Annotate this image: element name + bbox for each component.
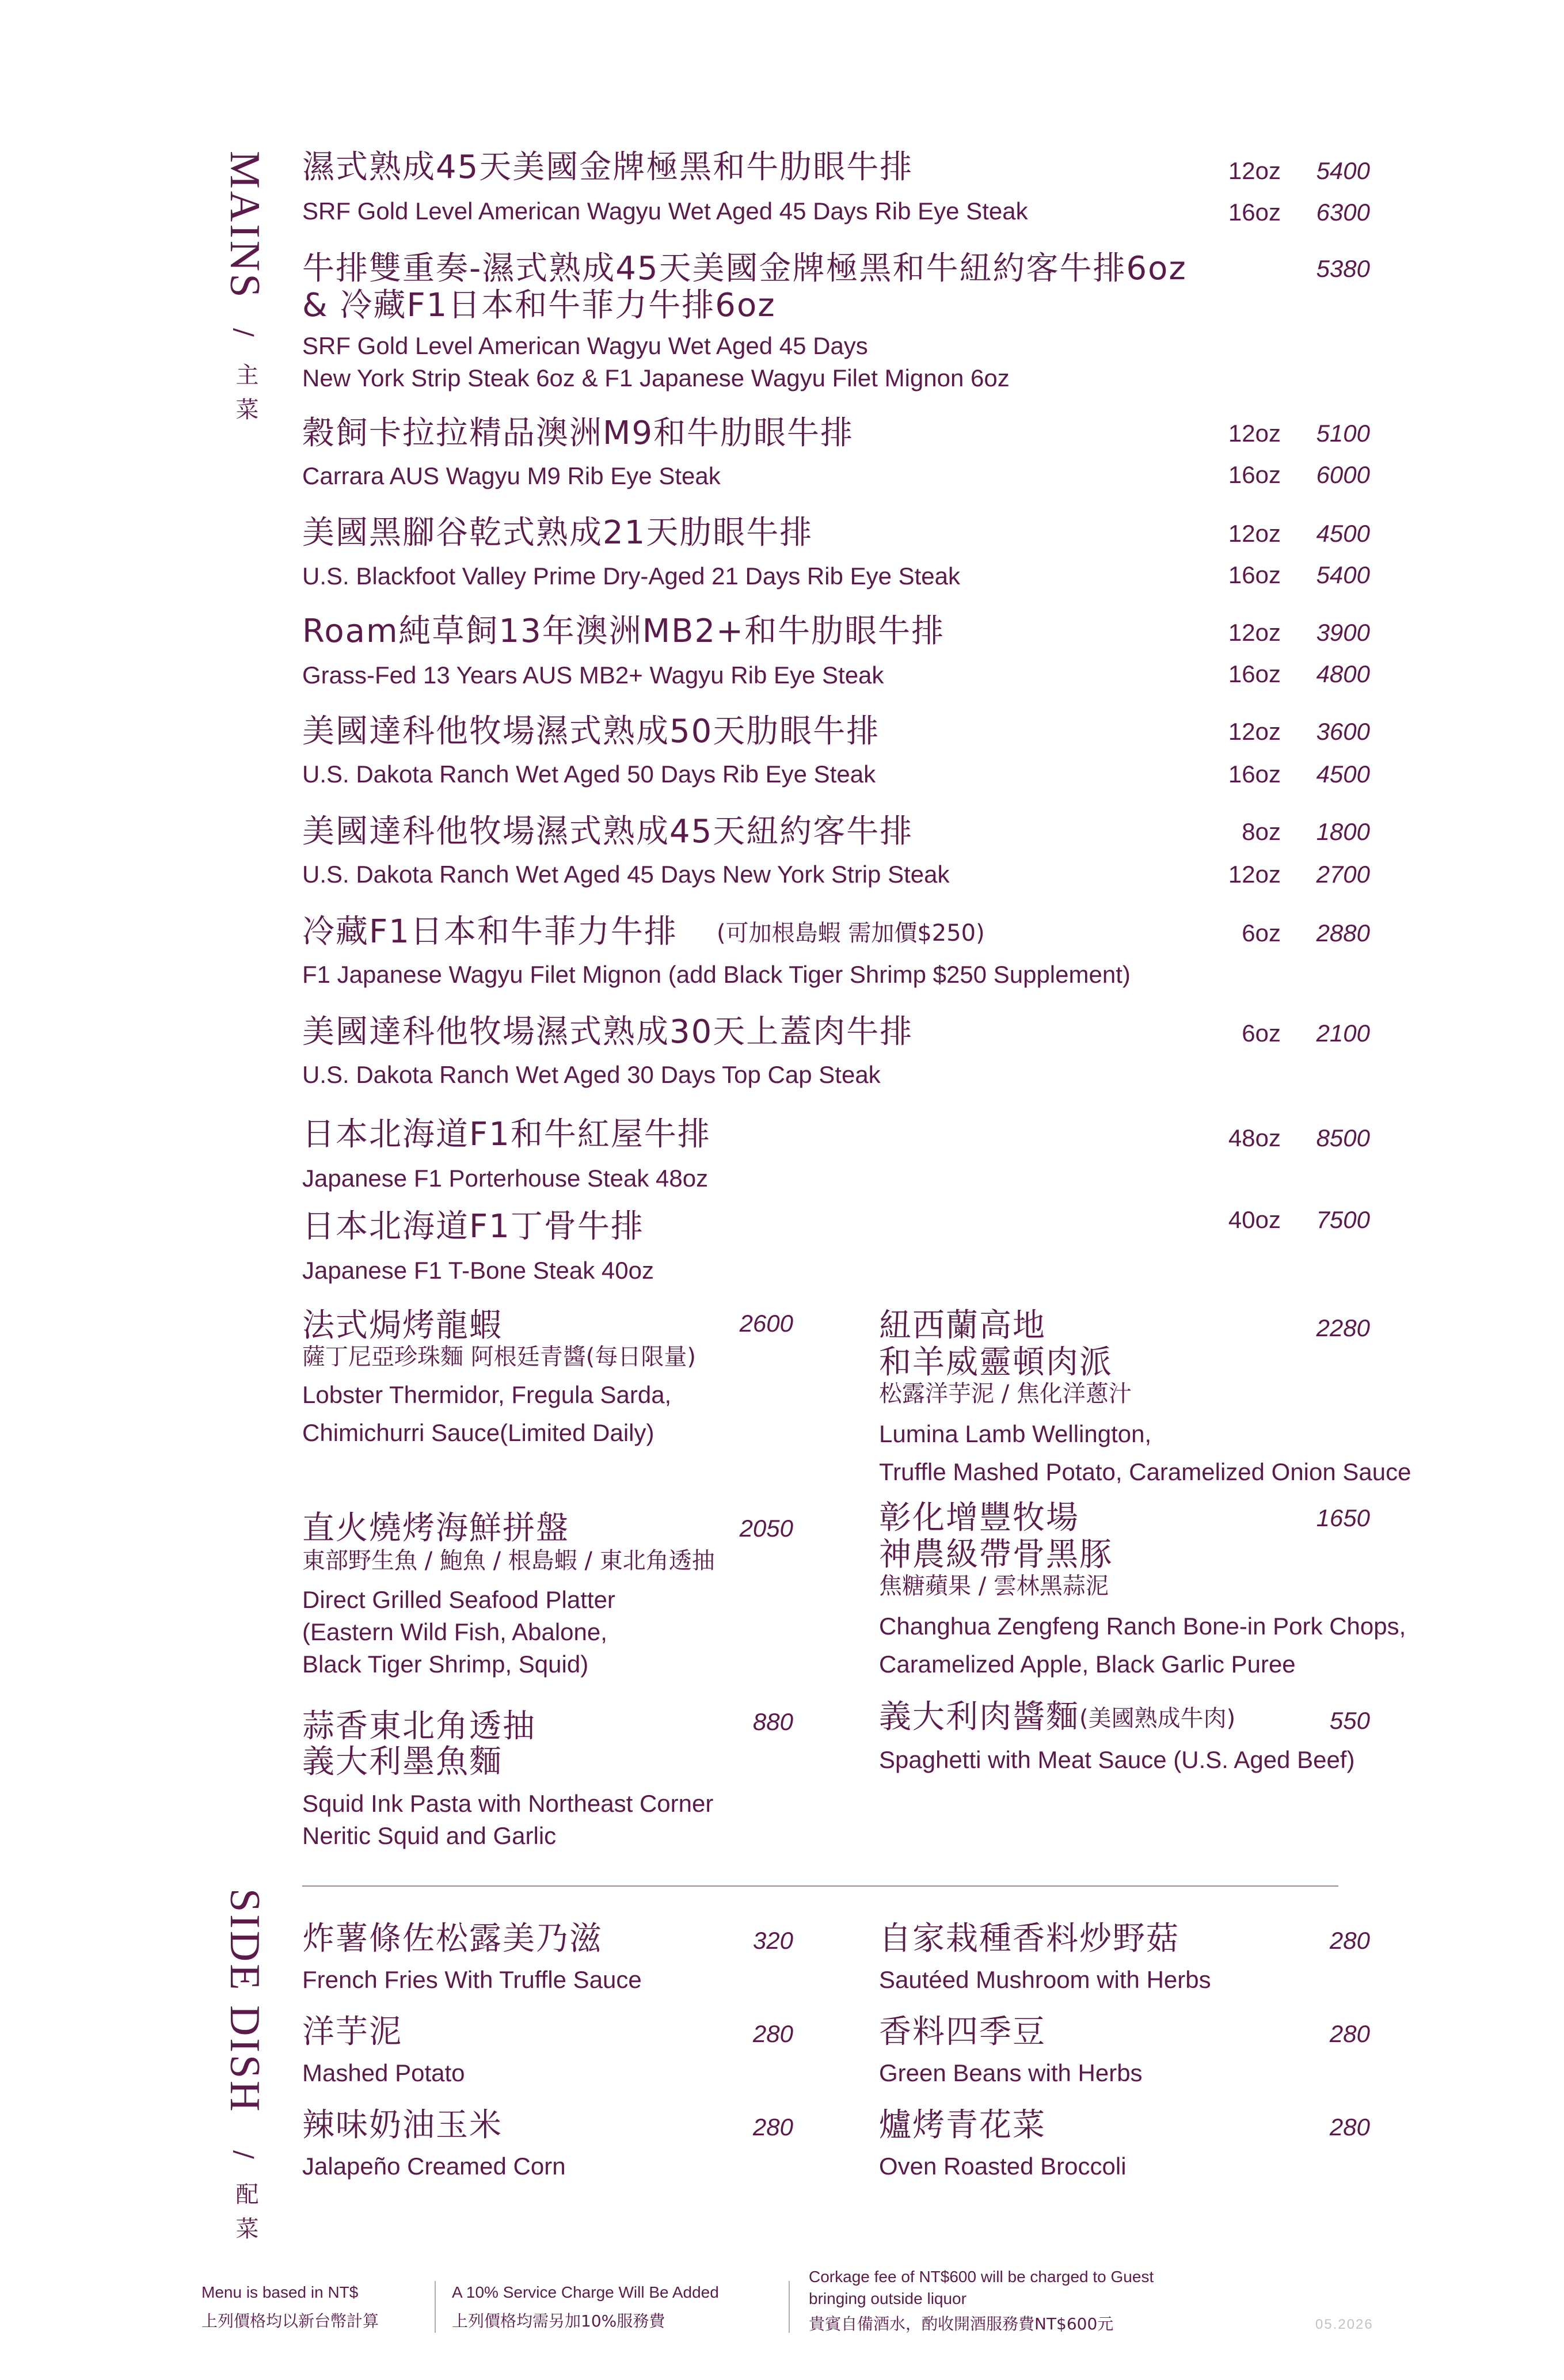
lobster-name-en-line2: Chimichurri Sauce(Limited Daily) bbox=[302, 1419, 654, 1446]
side-item-name-zh: 炸薯條佐松露美乃滋 bbox=[302, 1920, 603, 1957]
side-item-name-zh: 自家栽種香料炒野菇 bbox=[879, 1920, 1179, 1957]
seafood-name-en-line3: Black Tiger Shrimp, Squid) bbox=[302, 1651, 589, 1678]
main-item-name-zh: 美國達科他牧場濕式熟成30天上蓋肉牛排 bbox=[302, 1013, 914, 1051]
side-item-name-en: Jalapeño Creamed Corn bbox=[302, 2153, 566, 2180]
squid-pasta-name-en: Squid Ink Pasta with Northeast Corner bbox=[302, 1790, 714, 1817]
main-item-name-en: U.S. Blackfoot Valley Prime Dry-Aged 21 Days Rib Eye Steak bbox=[302, 562, 961, 590]
price: 280 bbox=[1329, 1927, 1370, 1954]
price: 1800 bbox=[1316, 818, 1370, 845]
lamb-name-en-line2: Truffle Mashed Potato, Caramelized Onion Sauce bbox=[879, 1458, 1411, 1485]
price: 6000 bbox=[1316, 461, 1370, 488]
price: 5400 bbox=[1316, 561, 1370, 588]
side-item-name-zh: 辣味奶油玉米 bbox=[302, 2107, 503, 2144]
pork-name-en: Changhua Zengfeng Ranch Bone-in Pork Chops, bbox=[879, 1613, 1406, 1640]
price: 280 bbox=[752, 2020, 793, 2047]
seafood-name-zh: 直火燒烤海鮮拼盤 bbox=[302, 1510, 569, 1547]
price: 5380 bbox=[1316, 255, 1370, 282]
portion-size: 16oz bbox=[1228, 461, 1281, 488]
main-item-name-zh: 日本北海道F1和牛紅屋牛排 bbox=[302, 1116, 711, 1153]
footer-currency-en: Menu is based in NT$ bbox=[201, 2283, 359, 2301]
price: 4500 bbox=[1316, 761, 1370, 788]
portion-size: 8oz bbox=[1242, 818, 1281, 845]
lamb-name-zh-line2: 和羊威靈頓肉派 bbox=[879, 1344, 1113, 1381]
main-item-name-en: Carrara AUS Wagyu M9 Rib Eye Steak bbox=[302, 462, 721, 489]
price: 280 bbox=[1329, 2113, 1370, 2141]
portion-size: 12oz bbox=[1228, 861, 1281, 888]
price: 4800 bbox=[1316, 660, 1370, 687]
footer-currency-zh: 上列價格均以新台幣計算 bbox=[201, 2311, 379, 2330]
portion-size: 48oz bbox=[1228, 1124, 1281, 1151]
mains-slash: / bbox=[229, 328, 258, 348]
portion-size: 16oz bbox=[1228, 660, 1281, 687]
portion-size: 12oz bbox=[1228, 718, 1281, 745]
side-dish-title: SIDE DISH bbox=[221, 1888, 268, 2114]
main-item-name-en: U.S. Dakota Ranch Wet Aged 45 Days New York Strip Steak bbox=[302, 861, 950, 888]
side-item-name-en: Mashed Potato bbox=[302, 2059, 465, 2086]
main-item-name-en: Japanese F1 T-Bone Steak 40oz bbox=[302, 1257, 654, 1284]
pork-name-zh: 彰化增豐牧場 bbox=[879, 1499, 1079, 1537]
price: 8500 bbox=[1316, 1124, 1370, 1151]
side-item-name-zh: 爐烤青花菜 bbox=[879, 2107, 1046, 2144]
footer-corkage-en-line2: bringing outside liquor bbox=[809, 2290, 966, 2307]
lobster-name-en: Lobster Thermidor, Fregula Sarda, bbox=[302, 1381, 672, 1408]
lobster-sub-zh: 薩丁尼亞珍珠麵 阿根廷青醬(每日限量) bbox=[302, 1344, 696, 1370]
main-item-name-en: U.S. Dakota Ranch Wet Aged 50 Days Rib Eye Steak bbox=[302, 761, 876, 788]
side-dish-title-zh: 配菜 bbox=[232, 2182, 258, 2251]
portion-size: 16oz bbox=[1228, 199, 1281, 226]
portion-size: 16oz bbox=[1228, 761, 1281, 788]
squid-pasta-name-zh: 蒜香東北角透抽 bbox=[302, 1708, 536, 1745]
seafood-name-en: Direct Grilled Seafood Platter bbox=[302, 1586, 615, 1613]
main-item-name-zh: 美國達科他牧場濕式熟成45天紐約客牛排 bbox=[302, 813, 914, 850]
price: 2600 bbox=[739, 1310, 793, 1337]
portion-size: 12oz bbox=[1228, 619, 1281, 646]
side-item-name-en: Oven Roasted Broccoli bbox=[879, 2153, 1127, 2180]
main-item-name-zh-line2: & 冷藏F1日本和牛菲力牛排6oz bbox=[302, 287, 776, 324]
main-item-name-zh: 濕式熟成45天美國金牌極黑和牛肋眼牛排 bbox=[302, 149, 914, 186]
price: 2880 bbox=[1316, 919, 1370, 946]
portion-size: 12oz bbox=[1228, 420, 1281, 447]
side-item-name-zh: 洋芋泥 bbox=[302, 2013, 402, 2051]
price: 5400 bbox=[1316, 157, 1370, 184]
pork-sub-zh: 焦糖蘋果 / 雲林黑蒜泥 bbox=[879, 1573, 1109, 1599]
footer-corkage-en: Corkage fee of NT$600 will be charged to Guest bbox=[809, 2268, 1154, 2286]
main-item-name-zh: 日本北海道F1丁骨牛排 bbox=[302, 1208, 644, 1245]
portion-size: 40oz bbox=[1228, 1206, 1281, 1233]
mains-title-zh: 主菜 bbox=[232, 363, 258, 432]
main-item-name-zh: 牛排雙重奏-濕式熟成45天美國金牌極黑和牛紐約客牛排6oz bbox=[302, 250, 1187, 287]
price: 550 bbox=[1329, 1707, 1370, 1734]
footer-separator bbox=[789, 2281, 790, 2333]
price: 280 bbox=[752, 2113, 793, 2141]
main-item-name-en-line2: New York Strip Steak 6oz & F1 Japanese Wagyu Filet Mignon 6oz bbox=[302, 364, 1010, 391]
section-divider bbox=[302, 1885, 1338, 1887]
side-item-name-zh: 香料四季豆 bbox=[879, 2013, 1046, 2051]
side-item-name-en: Sautéed Mushroom with Herbs bbox=[879, 1966, 1211, 1993]
main-item-name-zh: 美國黑腳谷乾式熟成21天肋眼牛排 bbox=[302, 514, 813, 552]
main-item-name-zh: 冷藏F1日本和牛菲力牛排 bbox=[302, 913, 678, 951]
main-item-name-en: SRF Gold Level American Wagyu Wet Aged 45 Days bbox=[302, 332, 868, 359]
main-item-name-en: Grass-Fed 13 Years AUS MB2+ Wagyu Rib Eye Steak bbox=[302, 661, 884, 689]
price: 1650 bbox=[1316, 1504, 1370, 1531]
seafood-sub-zh: 東部野生魚 / 鮑魚 / 根島蝦 / 東北角透抽 bbox=[302, 1548, 715, 1574]
lobster-name-zh: 法式焗烤龍蝦 bbox=[302, 1307, 503, 1344]
spaghetti-note-zh: (美國熟成牛肉) bbox=[1079, 1705, 1236, 1732]
main-item-name-en: Japanese F1 Porterhouse Steak 48oz bbox=[302, 1165, 709, 1192]
price: 3600 bbox=[1316, 718, 1370, 745]
pork-name-zh-line2: 神農級帶骨黑豚 bbox=[879, 1536, 1113, 1573]
price: 7500 bbox=[1316, 1206, 1370, 1233]
portion-size: 16oz bbox=[1228, 561, 1281, 588]
main-item-name-zh: 美國達科他牧場濕式熟成50天肋眼牛排 bbox=[302, 713, 880, 750]
side-dish-slash: / bbox=[229, 2150, 258, 2170]
price: 2100 bbox=[1316, 1020, 1370, 1047]
main-item-name-zh: Roam純草飼13年澳洲MB2+和牛肋眼牛排 bbox=[302, 613, 945, 650]
main-item-name-en: F1 Japanese Wagyu Filet Mignon (add Black Tiger Shrimp $250 Supplement) bbox=[302, 961, 1131, 988]
lamb-name-zh: 紐西蘭高地 bbox=[879, 1307, 1046, 1344]
portion-size: 12oz bbox=[1228, 157, 1281, 184]
portion-size: 12oz bbox=[1228, 520, 1281, 547]
price: 4500 bbox=[1316, 520, 1370, 547]
squid-pasta-name-en-line2: Neritic Squid and Garlic bbox=[302, 1822, 557, 1849]
seafood-name-en-line2: (Eastern Wild Fish, Abalone, bbox=[302, 1618, 607, 1645]
pork-name-en-line2: Caramelized Apple, Black Garlic Puree bbox=[879, 1651, 1296, 1678]
lamb-sub-zh: 松露洋芋泥 / 焦化洋蔥汁 bbox=[879, 1381, 1132, 1407]
main-item-name-en: U.S. Dakota Ranch Wet Aged 30 Days Top Cap Steak bbox=[302, 1061, 881, 1088]
footer-service-zh: 上列價格均需另加10%服務費 bbox=[452, 2311, 665, 2330]
price: 320 bbox=[752, 1927, 793, 1954]
price: 3900 bbox=[1316, 619, 1370, 646]
squid-pasta-name-zh-line2: 義大利墨魚麵 bbox=[302, 1743, 503, 1781]
mains-title: MAINS bbox=[221, 151, 268, 300]
spaghetti-name-zh: 義大利肉醬麵 bbox=[879, 1698, 1079, 1736]
price: 6300 bbox=[1316, 199, 1370, 226]
price: 880 bbox=[752, 1708, 793, 1735]
side-item-name-en: French Fries With Truffle Sauce bbox=[302, 1966, 642, 1993]
price: 5100 bbox=[1316, 420, 1370, 447]
footer-separator bbox=[435, 2281, 436, 2333]
price: 2700 bbox=[1316, 861, 1370, 888]
portion-size: 6oz bbox=[1242, 1020, 1281, 1047]
price: 2050 bbox=[739, 1515, 793, 1542]
price: 2280 bbox=[1316, 1314, 1370, 1341]
main-item-note-zh: (可加根島蝦 需加價$250) bbox=[717, 920, 985, 946]
footer-corkage-zh: 貴賓自備酒水，酌收開酒服務費NT$600元 bbox=[809, 2314, 1114, 2333]
spaghetti-name-en: Spaghetti with Meat Sauce (U.S. Aged Beef) bbox=[879, 1746, 1355, 1773]
footer-service-en: A 10% Service Charge Will Be Added bbox=[452, 2283, 719, 2301]
side-item-name-en: Green Beans with Herbs bbox=[879, 2059, 1143, 2086]
main-item-name-zh: 穀飼卡拉拉精品澳洲M9和牛肋眼牛排 bbox=[302, 415, 854, 452]
price: 280 bbox=[1329, 2020, 1370, 2047]
portion-size: 6oz bbox=[1242, 919, 1281, 946]
main-item-name-en: SRF Gold Level American Wagyu Wet Aged 45 Days Rib Eye Steak bbox=[302, 197, 1028, 225]
lamb-name-en: Lumina Lamb Wellington, bbox=[879, 1420, 1152, 1447]
footer-date: 05.2026 bbox=[1315, 2317, 1373, 2332]
